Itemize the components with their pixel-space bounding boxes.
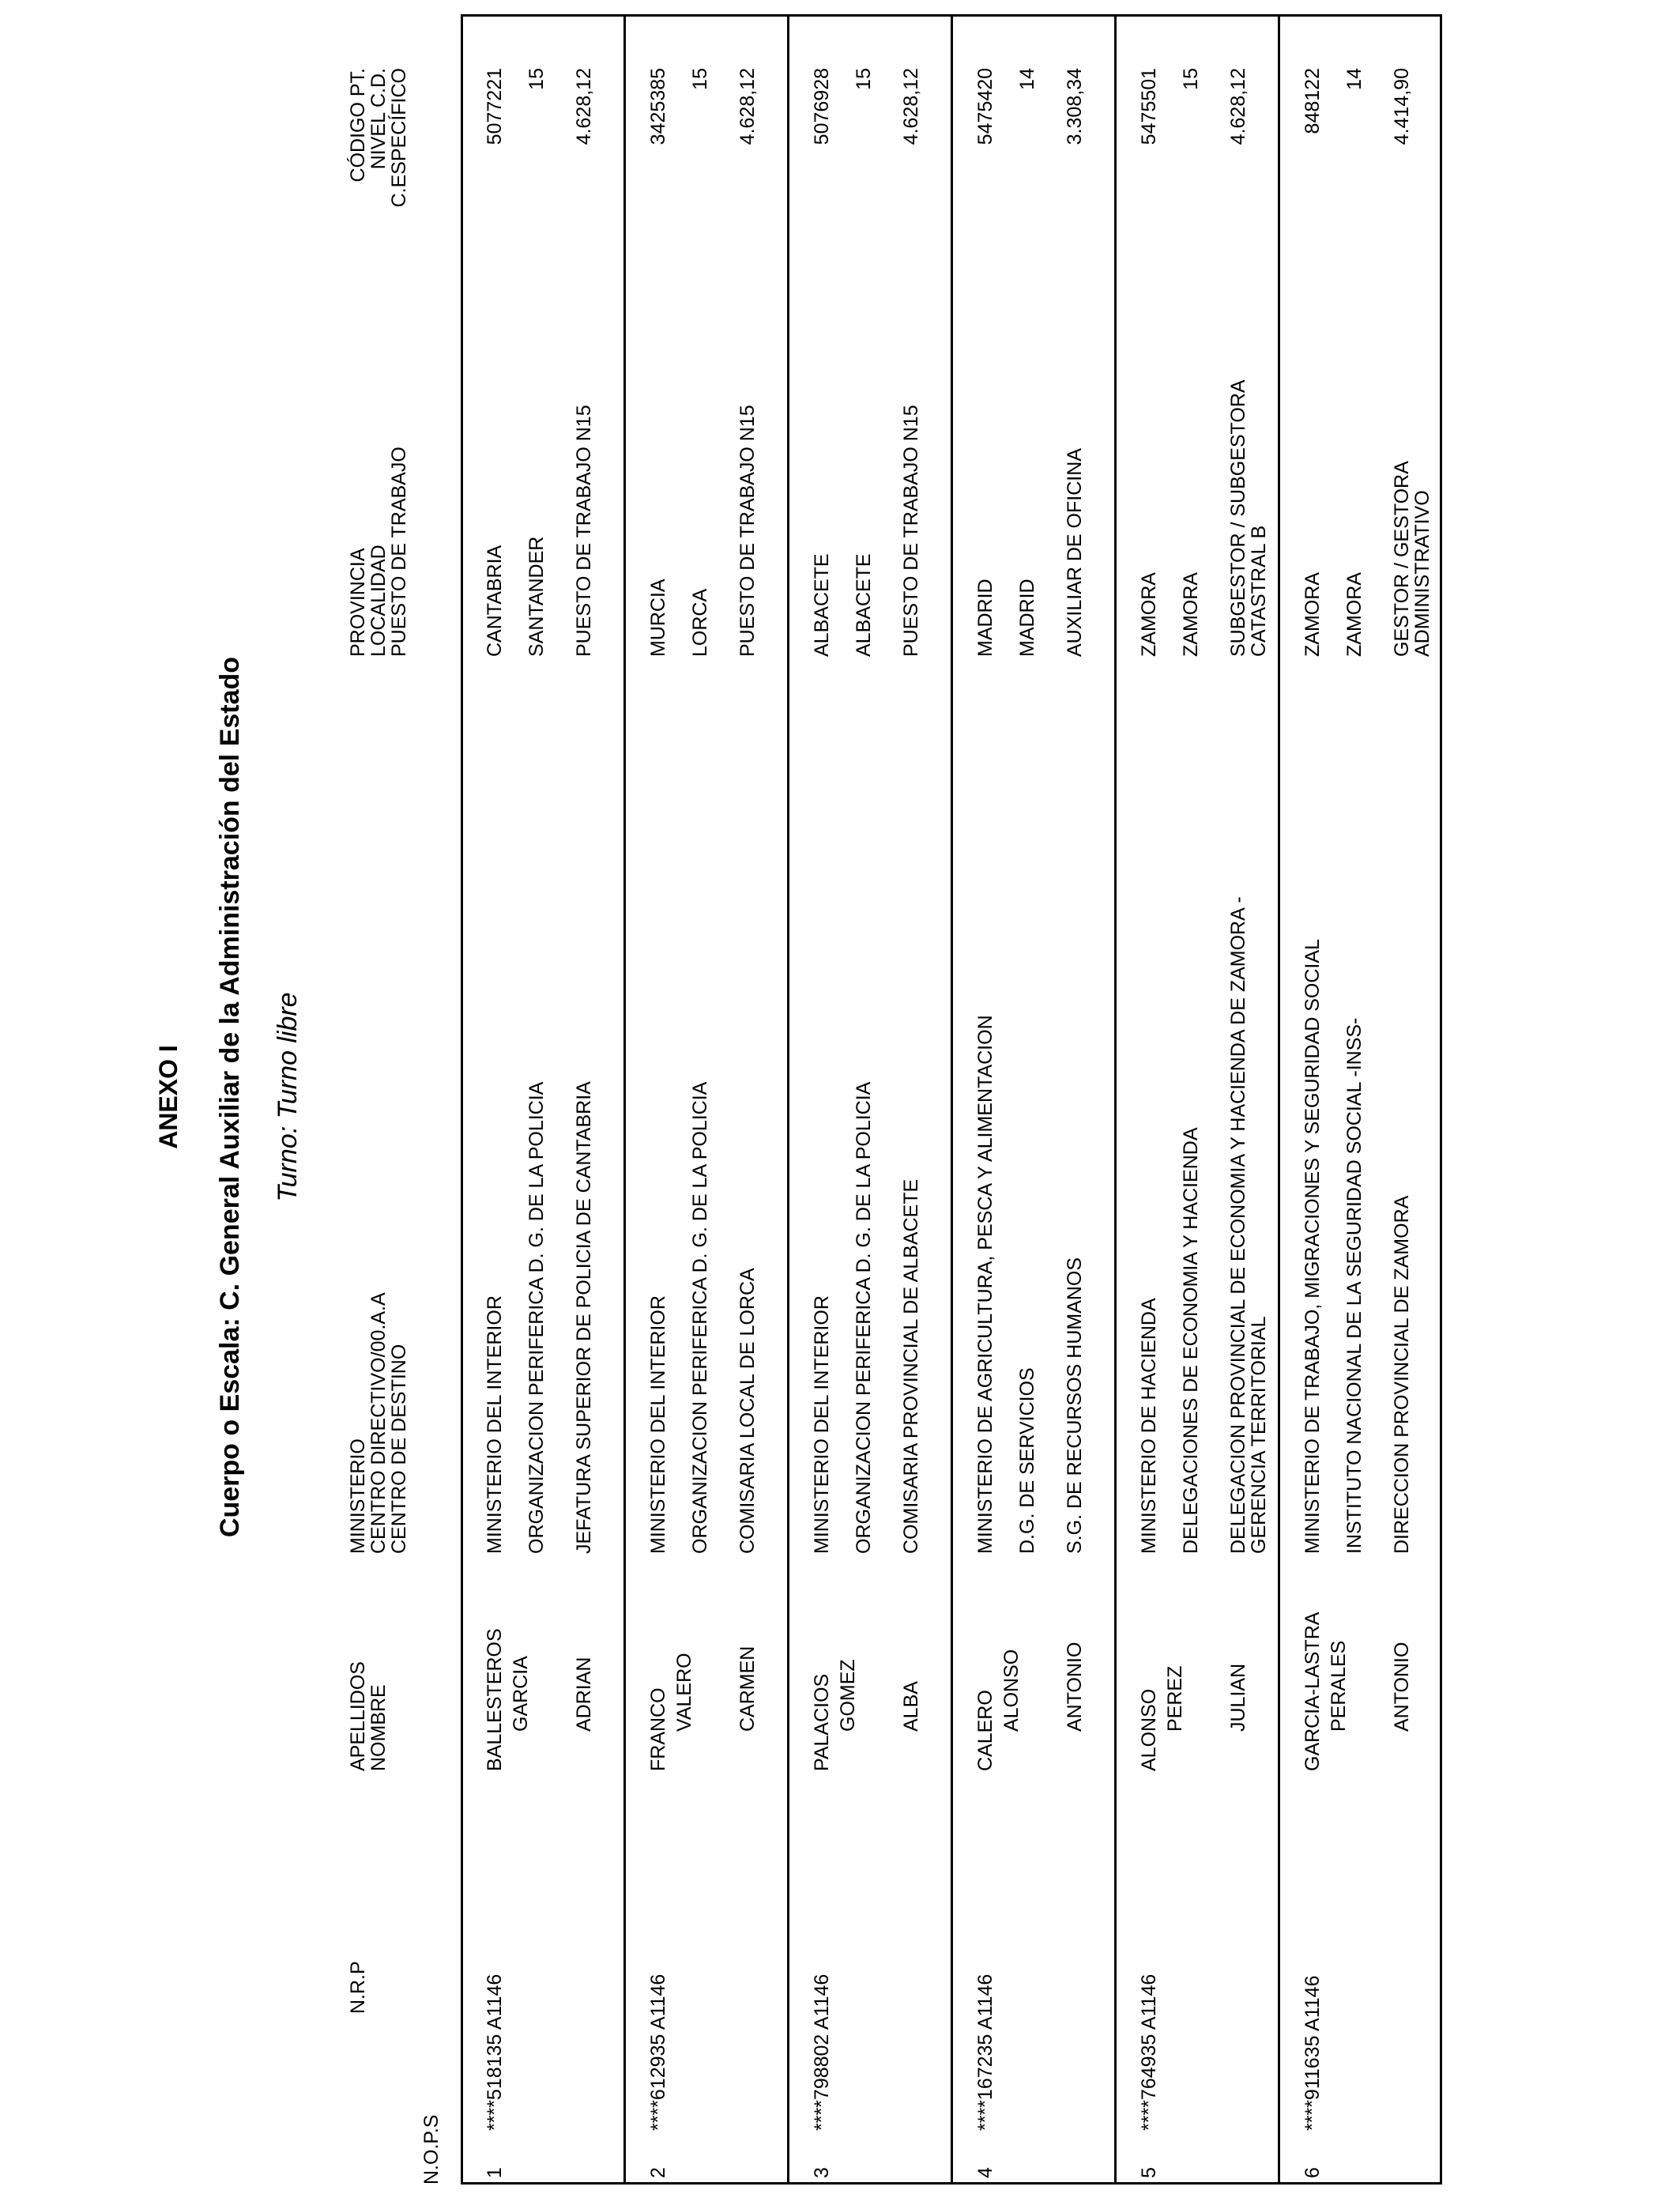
row-apellido2: PERALES (1328, 1640, 1350, 1732)
row-localidad: MADRID (1016, 579, 1038, 657)
header-provincia: PROVINCIA LOCALIDAD PUESTO DE TRABAJO (347, 447, 410, 657)
row-provincia: CANTABRIA (484, 545, 506, 657)
row-puesto: PUESTO DE TRABAJO N15 (736, 405, 759, 657)
row-nrp: ****518135 A1146 (484, 1973, 506, 2131)
row-codigo: 5077221 (484, 68, 506, 145)
row-apellido2: GOMEZ (837, 1659, 859, 1732)
row-ministerio: MINISTERIO DE HACIENDA (1138, 1298, 1160, 1554)
turno-subtitle: Turno: Turno libre (273, 992, 303, 1202)
row-centro-destino: S.G. DE RECURSOS HUMANOS (1064, 1257, 1086, 1554)
row-divider (623, 14, 626, 2185)
row-puesto: GESTOR / GESTORA ADMINISTRATIVO (1391, 461, 1433, 657)
row-centro-destino: JEFATURA SUPERIOR DE POLICIA DE CANTABRIA (573, 1081, 595, 1554)
row-localidad: LORCA (689, 588, 711, 657)
row-apellido2: ALONSO (1000, 1649, 1023, 1732)
row-puesto: PUESTO DE TRABAJO N15 (900, 405, 922, 657)
row-apellido1: BALLESTEROS (484, 1628, 506, 1771)
row-centro-directivo: DELEGACIONES DE ECONOMIA Y HACIENDA (1180, 1127, 1202, 1554)
row-ministerio: MINISTERIO DEL INTERIOR (484, 1295, 506, 1554)
row-centro-directivo: D.G. DE SERVICIOS (1016, 1367, 1038, 1554)
row-especifico: 3.308,34 (1064, 68, 1086, 145)
row-codigo: 5076928 (811, 68, 833, 145)
row-localidad: SANTANDER (525, 536, 548, 657)
row-nombre: CARMEN (736, 1646, 759, 1732)
row-provincia: ALBACETE (811, 553, 833, 657)
row-especifico: 4.628,12 (573, 68, 595, 145)
row-codigo: 5475420 (974, 68, 996, 145)
row-nombre: ANTONIO (1064, 1642, 1086, 1732)
row-puesto: SUBGESTOR / SUBGESTORA CATASTRAL B (1227, 379, 1270, 657)
header-codigo: CÓDIGO PT. NIVEL C.D. C.ESPECÍFICO (347, 68, 410, 208)
row-centro-destino: DELEGACION PROVINCIAL DE ECONOMIA Y HACIENDA DE ZAMORA - GERENCIA TERRITORIAL (1227, 896, 1270, 1554)
row-codigo: 5475501 (1138, 68, 1160, 145)
row-centro-destino: COMISARIA LOCAL DE LORCA (736, 1268, 759, 1554)
row-nrp: ****167235 A1146 (974, 1973, 996, 2131)
row-codigo: 848122 (1301, 68, 1324, 134)
row-divider (1114, 14, 1117, 2185)
row-apellido1: ALONSO (1138, 1688, 1160, 1771)
row-apellido2: PEREZ (1164, 1665, 1186, 1732)
row-nrp: ****798802 A1146 (811, 1973, 833, 2131)
row-provincia: ZAMORA (1138, 572, 1160, 657)
row-apellido2: GARCIA (510, 1656, 532, 1732)
row-divider (1278, 14, 1280, 2185)
header-nrp: N.R.P (347, 1961, 369, 2014)
row-nrp: ****612935 A1146 (647, 1973, 669, 2131)
row-ministerio: MINISTERIO DE AGRICULTURA, PESCA Y ALIMENTACION (974, 1015, 996, 1554)
row-nivel: 15 (689, 68, 711, 90)
cuerpo-title: Cuerpo o Escala: C. General Auxiliar de la Administración del Estado (215, 656, 245, 1538)
row-apellido2: VALERO (673, 1653, 695, 1732)
row-nivel: 14 (1016, 68, 1038, 90)
header-nops: N.O.P.S (420, 2114, 443, 2185)
row-codigo: 3425385 (647, 68, 669, 145)
row-nombre: ANTONIO (1391, 1642, 1413, 1732)
row-especifico: 4.414,90 (1391, 68, 1413, 145)
row-localidad: ZAMORA (1180, 572, 1202, 657)
row-ministerio: MINISTERIO DE TRABAJO, MIGRACIONES Y SEGURIDAD SOCIAL (1301, 939, 1324, 1554)
row-nombre: ADRIAN (573, 1657, 595, 1732)
row-nivel: 15 (1180, 68, 1202, 90)
header-ministerio: MINISTERIO CENTRO DIRECTIVO/00.A.A CENTRO DE DESTINO (347, 1292, 410, 1554)
row-centro-destino: DIRECCION PROVINCIAL DE ZAMORA (1391, 1195, 1413, 1554)
row-divider (951, 14, 953, 2185)
row-apellido1: PALACIOS (811, 1673, 833, 1771)
row-nivel: 15 (525, 68, 548, 90)
row-centro-directivo: ORGANIZACION PERIFERICA D. G. DE LA POLICIA (689, 1081, 711, 1554)
row-especifico: 4.628,12 (900, 68, 922, 145)
row-centro-directivo: ORGANIZACION PERIFERICA D. G. DE LA POLICIA (853, 1081, 875, 1554)
annex-title: ANEXO I (154, 1045, 183, 1149)
row-number: 3 (811, 2167, 833, 2178)
row-apellido1: GARCIA-LASTRA (1301, 1612, 1324, 1771)
row-apellido1: FRANCO (647, 1687, 669, 1771)
row-puesto: AUXILIAR DE OFICINA (1064, 448, 1086, 657)
row-centro-directivo: ORGANIZACION PERIFERICA D. G. DE LA POLICIA (525, 1081, 548, 1554)
row-nrp: ****764935 A1146 (1138, 1973, 1160, 2131)
header-apellidos: APELLIDOS NOMBRE (347, 1661, 390, 1771)
row-nombre: JULIAN (1227, 1663, 1249, 1732)
row-localidad: ALBACETE (853, 553, 875, 657)
row-ministerio: MINISTERIO DEL INTERIOR (811, 1295, 833, 1554)
row-nombre: ALBA (900, 1681, 922, 1732)
row-nivel: 14 (1343, 68, 1365, 90)
row-provincia: MADRID (974, 579, 996, 657)
row-number: 1 (484, 2167, 506, 2178)
row-ministerio: MINISTERIO DEL INTERIOR (647, 1295, 669, 1554)
row-especifico: 4.628,12 (1227, 68, 1249, 145)
row-divider (787, 14, 789, 2185)
row-centro-directivo: INSTITUTO NACIONAL DE LA SEGURIDAD SOCIAL -INSS- (1343, 1017, 1365, 1554)
row-apellido1: CALERO (974, 1690, 996, 1771)
row-number: 6 (1301, 2167, 1324, 2178)
row-nrp: ****911635 A1146 (1301, 1975, 1324, 2131)
row-provincia: ZAMORA (1301, 572, 1324, 657)
row-number: 2 (647, 2167, 669, 2178)
row-puesto: PUESTO DE TRABAJO N15 (573, 405, 595, 657)
row-provincia: MURCIA (647, 579, 669, 657)
row-nivel: 15 (853, 68, 875, 90)
row-number: 4 (974, 2167, 996, 2178)
row-localidad: ZAMORA (1343, 572, 1365, 657)
row-centro-destino: COMISARIA PROVINCIAL DE ALBACETE (900, 1178, 922, 1554)
row-number: 5 (1138, 2167, 1160, 2178)
row-especifico: 4.628,12 (736, 68, 759, 145)
